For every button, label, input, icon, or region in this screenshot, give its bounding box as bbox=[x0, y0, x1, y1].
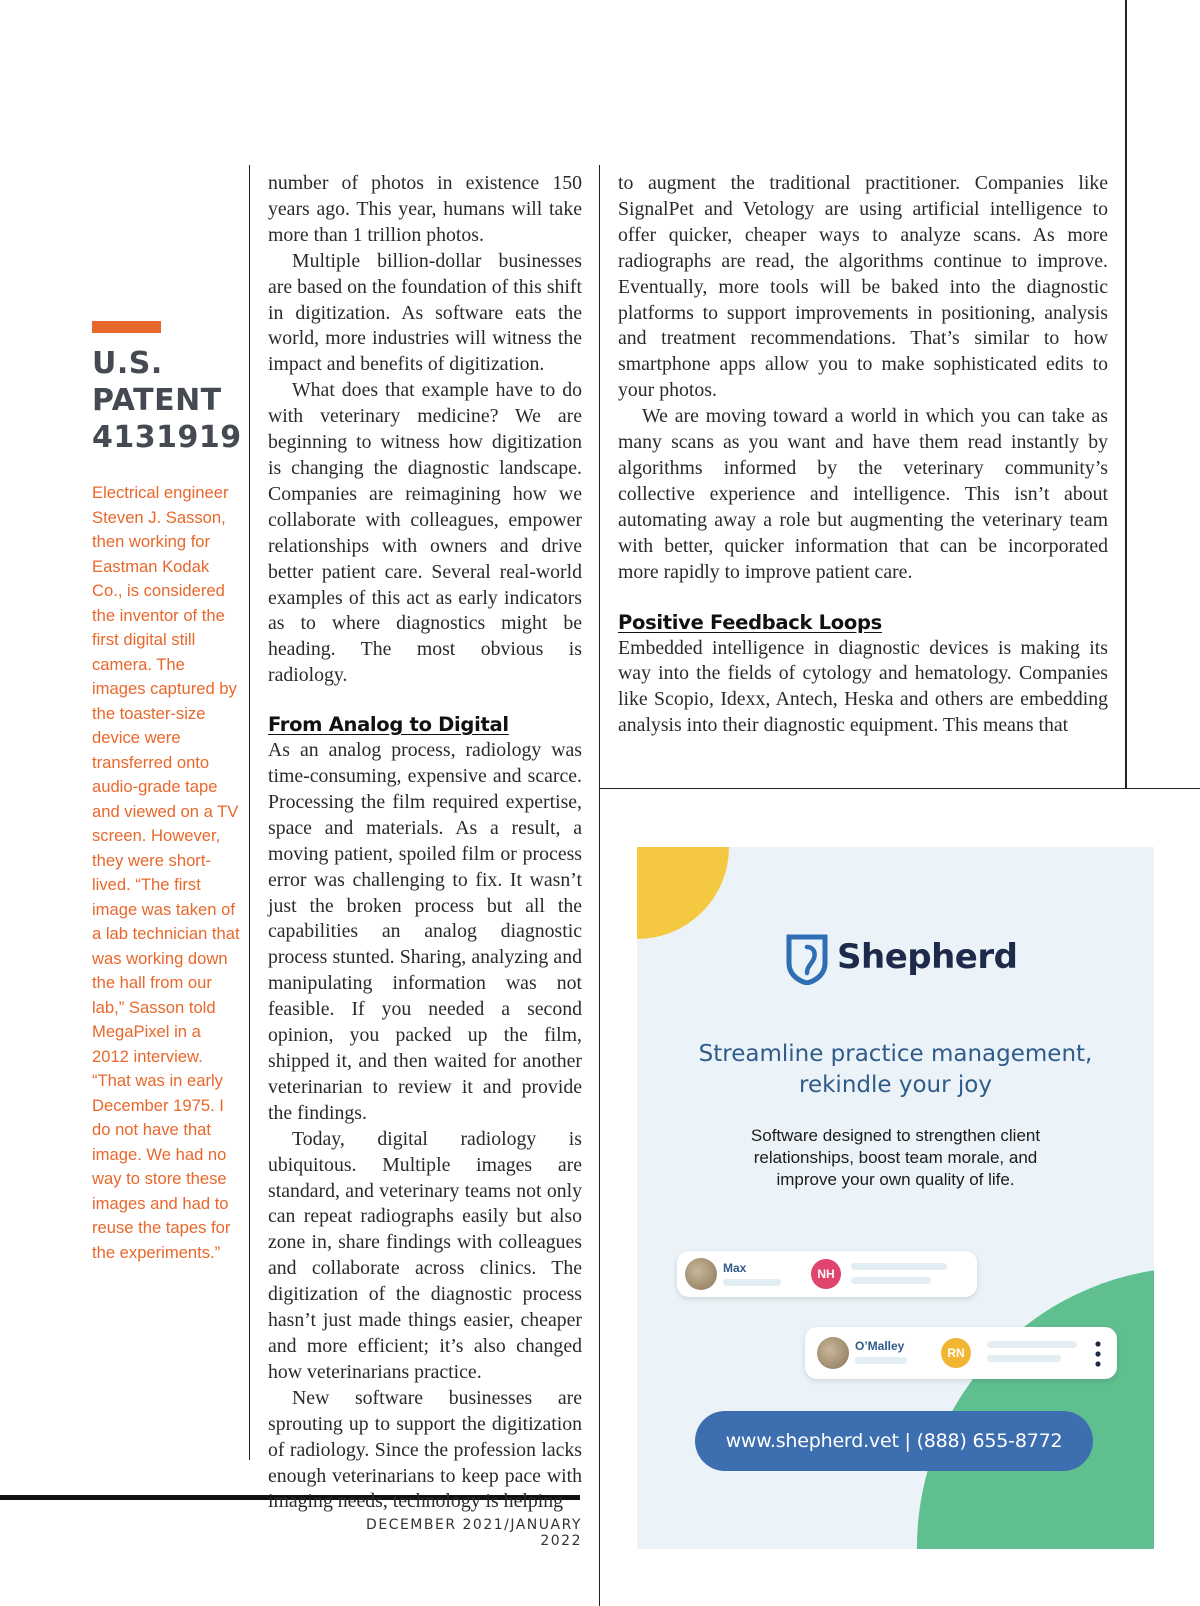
staff-badge: NH bbox=[811, 1259, 841, 1289]
sidebar-rule bbox=[249, 165, 250, 1460]
ad-headline-line: rekindle your joy bbox=[799, 1072, 992, 1098]
sidebar-title-line: PATENT bbox=[92, 383, 222, 418]
ad-subtext-line: relationships, boost team morale, and bbox=[753, 1148, 1038, 1167]
sidebar-text: Electrical engineer Steven J. Sasson, then working for Eastman Kodak Co., is considered the inventor of the first digital still camera. The images captured by the toaster-size device were transferred onto audio-grade tape and viewed on a TV screen. However, they were short-lived. “The first image was taken of a lab technician that was working down the hall from our lab,” Sasson told MegaPixel in a 2012 interview. “That was in early December 1975. I do not have that image. We had no way to store these images and had to reuse the tapes for the experiments.” bbox=[92, 483, 240, 1262]
shepherd-logo-icon bbox=[785, 933, 829, 985]
patient-card bbox=[805, 1327, 1117, 1379]
placeholder-bar bbox=[987, 1341, 1077, 1348]
column-rule-right bbox=[1125, 0, 1127, 788]
patient-card bbox=[677, 1251, 977, 1297]
ad-headline bbox=[657, 1039, 1134, 1101]
ad-top-rule bbox=[599, 788, 1200, 789]
paragraph: As an analog process, radiology was time-consuming, expensive and scarce. Processing the film required expertise, space and materials. As a result, a moving patient, spoiled film or process error was challenging to fix. It wasn’t just the broken process but all the capabilities an analog diagnostic process stunted. Sharing, analyzing and manipulating information was not feasible. If you needed a second opinion, you packed up the film, shipped it, and then waited for another veterinarian to review it and provide the findings. bbox=[268, 739, 582, 1124]
ad-subtext-line: improve your own quality of life. bbox=[776, 1170, 1015, 1189]
sidebar-title-line: 4131919 bbox=[92, 420, 242, 455]
pet-avatar bbox=[817, 1337, 849, 1369]
placeholder-bar bbox=[851, 1277, 931, 1284]
staff-badge: RN bbox=[941, 1338, 971, 1368]
paragraph: We are moving toward a world in which you can take as many scans as you want and have them read instantly by algorithms informed by the veterinary community’s collective experience and intelligence. This isn’t about automating away a role but augmenting the veterinary team with better, quicker information that can be incorporated more rapidly to improve patient care. bbox=[618, 405, 1108, 583]
placeholder-bar bbox=[987, 1355, 1061, 1362]
more-options-icon bbox=[1095, 1341, 1101, 1367]
paragraph: What does that example have to do with veterinary medicine? We are beginning to witness how digitization is changing the diagnostic landscape. Companies are reimagining how we collaborate with colleagues, empower relationships with owners and drive better patient care. Several real-world examples of this act as early indicators as to where diagnostics might be heading. The most obvious is radiology. bbox=[268, 379, 582, 687]
paragraph: to augment the traditional practitioner. Companies like SignalPet and Vetology are using artificial intelligence to offer quicker, cheaper ways to analyze scans. As more radiographs are read, the algorithms continue to improve. Eventually, more tools will be baked into the diagnostic platforms to support improvements in positioning, analysis and treatment recommendations. That’s similar to how smartphone apps allow you to make sophisticated edits to your photos. bbox=[618, 172, 1108, 402]
ad-hill-shape bbox=[917, 1267, 1154, 1549]
placeholder-bar bbox=[851, 1263, 947, 1270]
shepherd-advertisement[interactable] bbox=[637, 847, 1154, 1549]
pet-avatar bbox=[685, 1258, 717, 1290]
column-rule-middle bbox=[599, 165, 600, 1606]
pet-name: O’Malley bbox=[855, 1339, 905, 1353]
ad-subtext-line: Software designed to strengthen client bbox=[750, 1126, 1041, 1145]
ad-brand-name: Shepherd bbox=[837, 937, 1018, 977]
paragraph: New software businesses are sprouting up to support the digitization of radiology. Since the profession lacks enough veterinarians to keep pace with imaging needs, technology is helping bbox=[268, 1386, 582, 1513]
ad-headline-line: Streamline practice management, bbox=[698, 1041, 1093, 1067]
paragraph: Multiple billion-dollar businesses are based on the foundation of this shift in digitization. As software eats the world, more industries will witness the impact and benefits of digitization. bbox=[268, 249, 582, 376]
sidebar-accent-bar bbox=[92, 321, 161, 333]
paragraph: Today, digital radiology is ubiquitous. Multiple images are standard, and veterinary teams not only can repeat radiographs easily but also zone in, share findings with colleagues and collaborate across clinics. The digitization of the diagnostic process hasn’t just made things easier, cheaper and more efficient; it’s also changed how veterinarians practice. bbox=[268, 1127, 582, 1383]
pet-name: Max bbox=[723, 1261, 747, 1275]
placeholder-bar bbox=[855, 1357, 907, 1364]
paragraph: Embedded intelligence in diagnostic devices is making its way into the fields of cytology and hematology. Companies like Scopio, Idexx, Antech, Heska and others are embedding analysis into their diagnostic equipment. This means that bbox=[618, 636, 1108, 737]
ad-contact-button[interactable]: www.shepherd.vet | (888) 655-8772 bbox=[695, 1411, 1093, 1471]
article-column-2 bbox=[618, 171, 1108, 739]
issue-date-folio: DECEMBER 2021/JANUARY 2022 bbox=[366, 1517, 582, 1549]
section-heading: Positive Feedback Loops bbox=[618, 610, 882, 634]
ad-subtext bbox=[697, 1125, 1094, 1191]
placeholder-bar bbox=[723, 1279, 781, 1286]
sidebar-title-line: U.S. bbox=[92, 346, 163, 381]
section-heading: From Analog to Digital bbox=[268, 713, 509, 737]
sidebar-title bbox=[92, 345, 242, 456]
paragraph: number of photos in existence 150 years ago. This year, humans will take more than 1 trillion photos. bbox=[268, 172, 582, 246]
ad-sun-shape bbox=[637, 847, 729, 939]
article-column-1 bbox=[268, 171, 582, 1515]
